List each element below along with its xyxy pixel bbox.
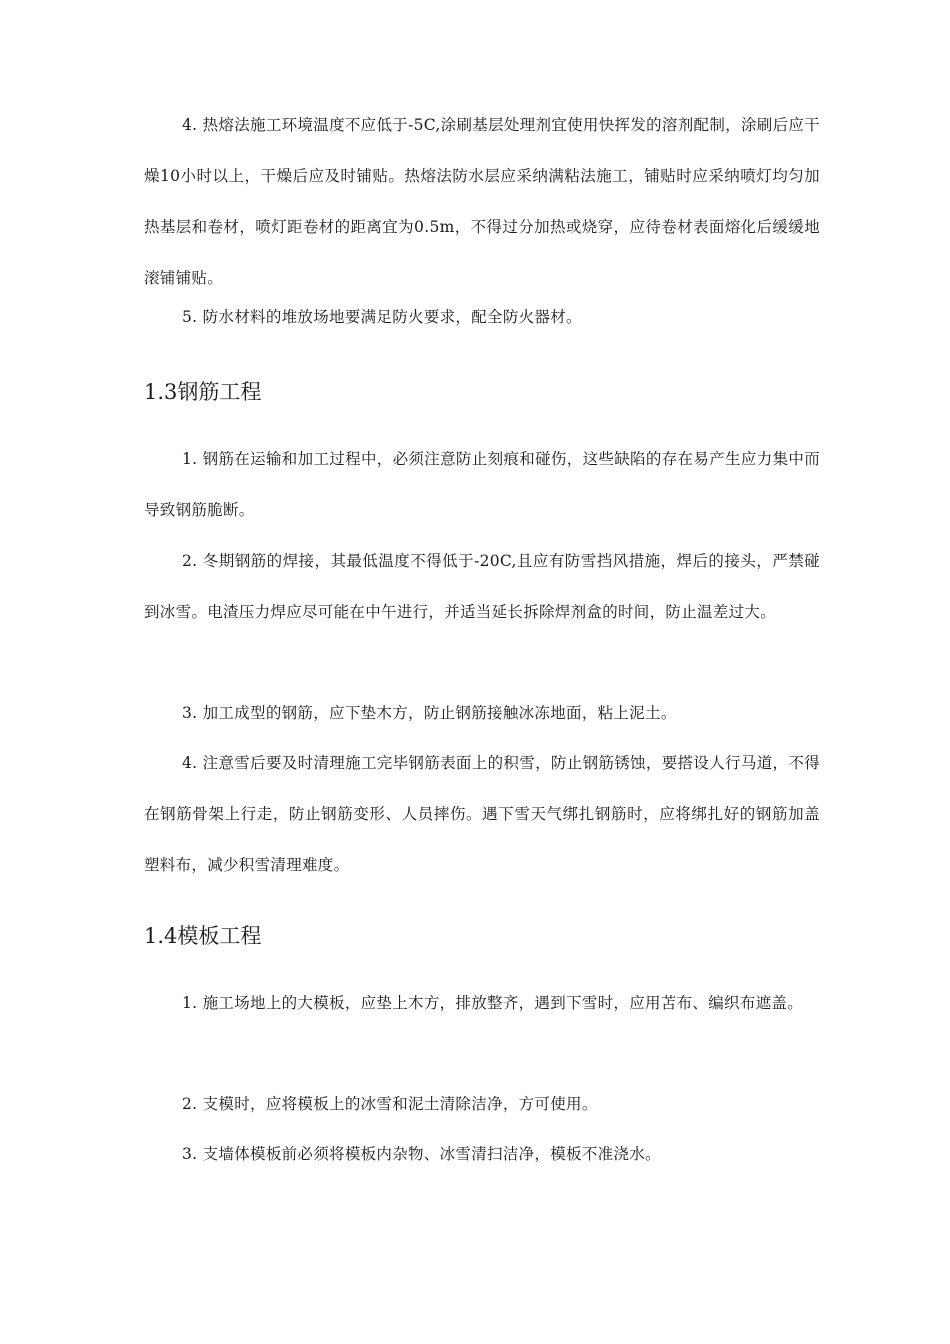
paragraph-rebar-3: 3. 加工成型的钢筋，应下垫木方，防止钢筋接触冰冻地面，粘上泥土。 <box>182 704 677 722</box>
paragraph-fire-prevention: 5. 防水材料的堆放场地要满足防火要求，配全防火器材。 <box>182 308 582 326</box>
section-title-rebar: 1.3钢筋工程 <box>144 380 262 404</box>
paragraph-formwork-3: 3. 支墙体模板前必须将模板内杂物、冰雪清扫洁净，模板不准浇水。 <box>182 1145 661 1163</box>
paragraph-rebar-1: 1. 钢筋在运输和加工过程中，必须注意防止刻痕和碰伤，这些缺陷的存在易产生应力集中而导致钢筋脆断。 <box>144 450 820 519</box>
paragraph-hot-melt-method: 4. 热熔法施工环境温度不应低于-5C,涂刷基层处理剂宜使用快挥发的溶剂配制，涂刷后应干燥10小时以上，干燥后应及时铺贴。热熔法防水层应采纳满粘法施工，铺贴时应采纳喷灯均匀加热基层和卷材，喷灯距卷材的距离宜为0.5m，不得过分加热或烧穿，应待卷材表面熔化后缓缓地滚铺铺贴。 <box>144 116 820 287</box>
section-title-formwork: 1.4模板工程 <box>144 924 262 948</box>
paragraph-formwork-2: 2. 支模时，应将模板上的冰雪和泥土清除洁净，方可使用。 <box>182 1095 598 1113</box>
paragraph-formwork-1: 1. 施工场地上的大模板，应垫上木方，排放整齐，遇到下雪时，应用苫布、编织布遮盖。 <box>182 994 804 1012</box>
paragraph-rebar-4: 4. 注意雪后要及时清理施工完毕钢筋表面上的积雪，防止钢筋锈蚀，要搭设人行马道，不得在钢筋骨架上行走，防止钢筋变形、人员摔伤。遇下雪天气绑扎钢筋时，应将绑扎好的钢筋加盖塑料布，减少积雪清理难度。 <box>144 754 820 874</box>
paragraph-rebar-2: 2. 冬期钢筋的焊接，其最低温度不得低于-20C,且应有防雪挡风措施，焊后的接头，严禁碰到冰雪。电渣压力焊应尽可能在中午进行，并适当延长拆除焊剂盒的时间，防止温差过大。 <box>144 552 820 621</box>
